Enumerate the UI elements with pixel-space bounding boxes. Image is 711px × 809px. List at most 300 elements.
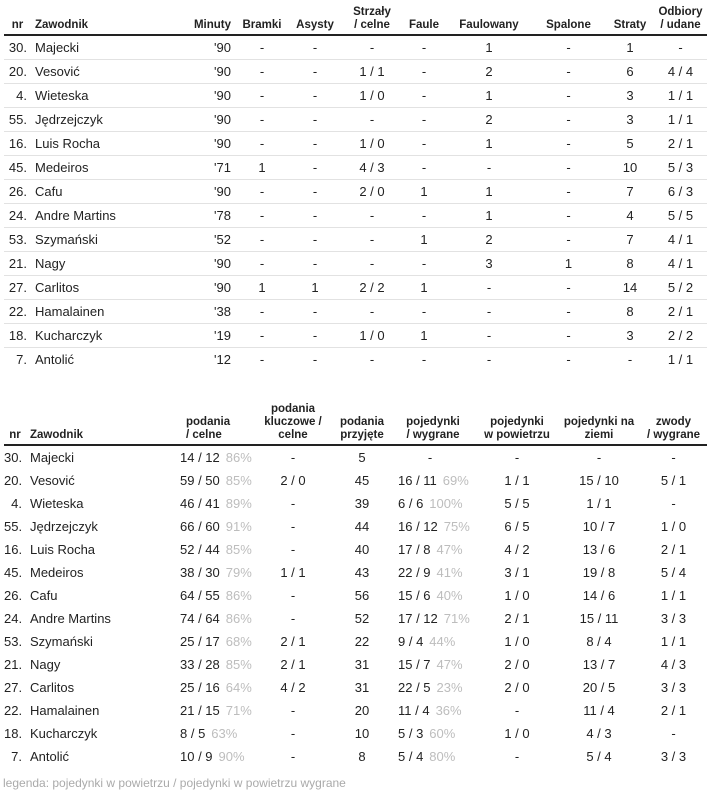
passing-duels-body [4, 445, 707, 768]
player-name-cell: Majecki [30, 450, 75, 465]
losses-cell: 4 [606, 204, 654, 228]
tackles-cell: 1 / 1 [654, 84, 707, 108]
header-passes-line2: / celne [186, 429, 222, 441]
shots-cell: 1 / 1 [343, 60, 401, 84]
key-passes-cell: 2 / 0 [280, 473, 306, 488]
ground-duels-cell: 15 / 11 [579, 611, 619, 626]
header-key-line1: podania [270, 403, 316, 415]
duels-percent: 41% [436, 565, 463, 580]
key-passes-cell: 2 / 1 [280, 634, 306, 649]
duels-cell [390, 607, 476, 630]
passes-value: 64 / 55 [180, 588, 220, 603]
header-nr: nr [4, 402, 26, 445]
air-duels-cell: 2 / 0 [504, 657, 530, 672]
air-duels-cell: 1 / 0 [504, 634, 530, 649]
passes-percent: 71% [225, 703, 252, 718]
header-losses: Straty [606, 2, 654, 35]
player-number-cell: 7. [11, 749, 22, 764]
passes-percent: 64% [225, 680, 252, 695]
header-goals: Bramki [237, 2, 287, 35]
table-row [4, 276, 707, 300]
shots-cell: - [343, 108, 401, 132]
header-key-line2: kluczowe / [264, 416, 322, 428]
table-row [4, 300, 707, 324]
duels-percent: 47% [436, 542, 463, 557]
passes-cell [172, 561, 252, 584]
duels-value: 15 / 6 [398, 588, 431, 603]
duels-value: 22 / 5 [398, 680, 431, 695]
minutes-cell: '90 [164, 180, 237, 204]
minutes-cell: '90 [164, 108, 237, 132]
duels-cell [390, 584, 476, 607]
air-duels-cell: - [514, 703, 520, 718]
player-name-cell: Kucharczyk [30, 726, 98, 741]
passes-percent: 86% [225, 588, 252, 603]
offsides-cell: - [531, 300, 606, 324]
table-row [4, 180, 707, 204]
header-tackles [654, 2, 707, 35]
offsides-cell: - [531, 84, 606, 108]
passes-cell [172, 699, 252, 722]
player-number-cell: 45. [4, 156, 31, 180]
minutes-cell: '90 [164, 252, 237, 276]
duels-percent: 40% [436, 588, 463, 603]
offsides-cell: - [531, 156, 606, 180]
table-row [4, 722, 707, 745]
passes-percent: 85% [225, 473, 252, 488]
player-number-cell: 24. [4, 204, 31, 228]
goals-cell: - [237, 60, 287, 84]
losses-cell: 14 [606, 276, 654, 300]
ground-duels-cell: 20 / 5 [582, 680, 616, 695]
player-number-cell: 22. [4, 300, 31, 324]
assists-cell: - [287, 324, 343, 348]
received-passes-cell: 43 [354, 565, 370, 580]
tackles-cell: 5 / 5 [654, 204, 707, 228]
dribbles-cell: 5 / 1 [660, 473, 687, 488]
player-number-cell: 27. [4, 276, 31, 300]
player-name-cell: Andre Martins [30, 611, 111, 626]
assists-cell: - [287, 300, 343, 324]
received-passes-cell: 52 [354, 611, 370, 626]
header-nr: nr [4, 2, 31, 35]
fouls-cell: - [401, 84, 447, 108]
header-shots-line1: Strzały [353, 6, 391, 18]
offsides-cell: - [531, 132, 606, 156]
key-passes-cell: 1 / 1 [280, 565, 306, 580]
received-passes-cell: 10 [354, 726, 370, 741]
passes-percent: 86% [225, 450, 252, 465]
duels-value: 16 / 11 [398, 473, 437, 488]
assists-cell: - [312, 40, 318, 55]
player-name-cell: Cafu [30, 588, 58, 603]
tackles-cell: 2 / 1 [654, 132, 707, 156]
duels-percent: 23% [436, 680, 463, 695]
table-row [4, 228, 707, 252]
duels-cell [390, 630, 476, 653]
key-passes-cell: - [290, 450, 296, 465]
losses-cell: 7 [606, 180, 654, 204]
header-row [4, 402, 707, 445]
player-number-cell: 16. [4, 132, 31, 156]
header-air-line1: pojedynki [490, 416, 544, 428]
header-fouls: Faule [401, 2, 447, 35]
table-row [4, 324, 707, 348]
player-name-cell: Cafu [31, 180, 164, 204]
ground-duels-cell: 4 / 3 [586, 726, 612, 741]
ground-duels-cell: 19 / 8 [582, 565, 616, 580]
tackles-cell: 1 / 1 [654, 108, 707, 132]
offsides-cell: - [531, 180, 606, 204]
fouls-cell: - [401, 300, 447, 324]
player-name-cell: Vesović [30, 473, 75, 488]
player-number-cell: 53. [4, 634, 23, 649]
duels-value: 11 / 4 [398, 703, 430, 718]
shots-cell: - [369, 40, 375, 55]
received-passes-cell: 31 [354, 680, 370, 695]
duels-value: 15 / 7 [398, 657, 431, 672]
player-number-cell: 20. [4, 60, 31, 84]
shots-cell: - [343, 300, 401, 324]
ground-duels-cell: 1 / 1 [586, 496, 612, 511]
losses-cell: 1 [626, 40, 634, 55]
tackles-cell: 4 / 1 [654, 252, 707, 276]
minutes-cell: '19 [164, 324, 237, 348]
ground-duels-cell: 15 / 10 [579, 473, 619, 488]
fouls-cell: 1 [401, 324, 447, 348]
header-dribbles [640, 402, 707, 445]
key-passes-cell: - [290, 749, 296, 764]
minutes-cell: '90 [164, 132, 237, 156]
player-name-cell: Hamalainen [30, 703, 100, 718]
table-row [4, 252, 707, 276]
fouls-cell: - [401, 204, 447, 228]
key-passes-cell: - [290, 519, 296, 534]
table-row [4, 607, 707, 630]
player-number-cell: 4. [4, 84, 31, 108]
key-passes-cell: - [290, 542, 296, 557]
passes-value: 21 / 15 [180, 703, 220, 718]
fouls-cell: - [401, 156, 447, 180]
key-passes-cell: - [290, 726, 296, 741]
dribbles-cell: 3 / 3 [660, 680, 687, 695]
ground-duels-cell: 10 / 7 [582, 519, 616, 534]
header-key-line3: celne [278, 429, 308, 441]
player-number-cell: 45. [4, 565, 23, 580]
header-duels [390, 402, 476, 445]
passes-percent: 89% [225, 496, 252, 511]
match-stats-body [4, 35, 707, 371]
duels-cell [390, 745, 476, 768]
header-passes-line1: podania [186, 416, 231, 428]
key-passes-cell: - [290, 588, 296, 603]
passes-cell [172, 584, 252, 607]
duels-percent: 71% [443, 611, 470, 626]
key-passes-cell: - [290, 703, 296, 718]
losses-cell: 6 [606, 60, 654, 84]
player-number-cell: 30. [8, 40, 27, 55]
goals-cell: - [237, 180, 287, 204]
legend-note: legenda: pojedynki w powietrzu / pojedynki w powietrzu wygrane [3, 776, 346, 790]
match-stats-table [4, 2, 707, 371]
header-duels-line1: pojedynki [406, 416, 460, 428]
dribbles-cell: 2 / 1 [660, 542, 687, 557]
losses-cell: - [606, 348, 654, 372]
offsides-cell: - [531, 348, 606, 372]
player-name-cell: Andre Martins [31, 204, 164, 228]
header-player: Zawodnik [26, 402, 172, 445]
shots-cell: 2 / 2 [343, 276, 401, 300]
duels-value: 17 / 12 [398, 611, 438, 626]
air-duels-cell: 5 / 5 [504, 496, 530, 511]
ground-duels-cell: 5 / 4 [586, 749, 612, 764]
duels-cell [390, 515, 476, 538]
table-row [4, 515, 707, 538]
header-key-passes [252, 402, 334, 445]
header-player: Zawodnik [31, 2, 164, 35]
player-name-cell: Majecki [35, 40, 80, 55]
player-number-cell: 7. [4, 348, 31, 372]
fouled-cell: - [447, 300, 531, 324]
dribbles-cell: - [671, 496, 676, 511]
duels-cell [390, 445, 476, 469]
offsides-cell: 1 [531, 252, 606, 276]
fouled-cell: - [447, 324, 531, 348]
table-row [4, 348, 707, 372]
duels-value: 5 / 4 [398, 749, 424, 764]
header-recv-line1: podania [339, 416, 385, 428]
goals-cell: - [237, 84, 287, 108]
fouled-cell: 2 [447, 228, 531, 252]
received-passes-cell: 31 [354, 657, 370, 672]
tackles-cell: - [678, 40, 683, 55]
table-row [4, 60, 707, 84]
player-number-cell: 53. [4, 228, 31, 252]
dribbles-cell: 1 / 1 [660, 634, 687, 649]
passes-cell [172, 538, 252, 561]
received-passes-cell: 8 [358, 749, 366, 764]
key-passes-cell: 2 / 1 [280, 657, 306, 672]
fouled-cell: 1 [447, 132, 531, 156]
passes-value: 10 / 9 [180, 749, 213, 764]
shots-cell: 1 / 0 [343, 84, 401, 108]
header-air-duels [476, 402, 558, 445]
assists-cell: - [287, 60, 343, 84]
shots-cell: 1 / 0 [343, 132, 401, 156]
dribbles-cell: 1 / 0 [660, 519, 687, 534]
losses-cell: 3 [606, 108, 654, 132]
goals-cell: 1 [237, 276, 287, 300]
air-duels-cell: 4 / 2 [504, 542, 530, 557]
passes-cell [172, 492, 252, 515]
player-number-cell: 18. [4, 726, 23, 741]
player-number-cell: 26. [4, 180, 31, 204]
received-passes-cell: 40 [354, 542, 370, 557]
assists-cell: - [287, 156, 343, 180]
duels-value: 9 / 4 [398, 634, 424, 649]
goals-cell: - [237, 252, 287, 276]
duels-percent: 36% [435, 703, 462, 718]
passes-cell [172, 515, 252, 538]
losses-cell: 7 [606, 228, 654, 252]
fouled-cell: 1 [485, 40, 493, 55]
fouled-cell: 1 [447, 204, 531, 228]
dribbles-cell: 5 / 4 [660, 565, 687, 580]
received-passes-cell: 20 [354, 703, 370, 718]
goals-cell: - [237, 348, 287, 372]
header-tackles-line1: Odbiory [658, 6, 703, 18]
ground-duels-cell: - [596, 450, 602, 465]
dribbles-cell: 4 / 3 [660, 657, 687, 672]
header-offsides: Spalone [531, 2, 606, 35]
header-ground-line1: pojedynki na [563, 416, 635, 428]
goals-cell: - [237, 204, 287, 228]
tackles-cell: 2 / 2 [654, 324, 707, 348]
received-passes-cell: 45 [354, 473, 370, 488]
fouls-cell: 1 [401, 276, 447, 300]
fouled-cell: - [447, 348, 531, 372]
tackles-cell: 6 / 3 [654, 180, 707, 204]
passes-percent: 86% [225, 611, 252, 626]
duels-percent: 100% [429, 496, 463, 511]
offsides-cell: - [531, 60, 606, 84]
assists-cell: - [287, 132, 343, 156]
losses-cell: 5 [606, 132, 654, 156]
table-row [4, 745, 707, 768]
offsides-cell: - [531, 204, 606, 228]
passes-value: 38 / 30 [180, 565, 220, 580]
header-shots-line2: / celne [354, 19, 390, 31]
header-shots [343, 2, 401, 35]
header-dribbles-line1: zwody [655, 416, 692, 428]
minutes-cell: '12 [164, 348, 237, 372]
duels-cell [390, 538, 476, 561]
player-name-cell: Nagy [31, 252, 164, 276]
duels-cell [390, 699, 476, 722]
shots-cell: 4 / 3 [343, 156, 401, 180]
duels-percent: 60% [429, 726, 456, 741]
passes-cell [172, 653, 252, 676]
minutes-cell: '38 [164, 300, 237, 324]
air-duels-cell: 3 / 1 [504, 565, 530, 580]
key-passes-cell: - [290, 496, 296, 511]
table-row [4, 132, 707, 156]
duels-value: 5 / 3 [398, 726, 424, 741]
player-number-cell: 24. [4, 611, 23, 626]
shots-cell: 1 / 0 [343, 324, 401, 348]
player-name-cell: Kucharczyk [31, 324, 164, 348]
tackles-cell: 4 / 1 [654, 228, 707, 252]
passes-value: 14 / 12 [180, 450, 220, 465]
player-name-cell: Wieteska [31, 84, 164, 108]
player-name-cell: Hamalainen [31, 300, 164, 324]
air-duels-cell: 1 / 0 [504, 726, 530, 741]
shots-cell: - [343, 252, 401, 276]
goals-cell: - [237, 132, 287, 156]
goals-cell: 1 [237, 156, 287, 180]
passes-cell [172, 445, 252, 469]
passes-value: 8 / 5 [180, 726, 206, 741]
assists-cell: - [287, 252, 343, 276]
fouls-cell: - [401, 60, 447, 84]
assists-cell: 1 [287, 276, 343, 300]
passes-percent: 90% [218, 749, 245, 764]
duels-percent: 44% [429, 634, 456, 649]
player-name-cell: Jędrzejczyk [31, 108, 164, 132]
passes-value: 59 / 50 [180, 473, 220, 488]
passes-percent: 91% [225, 519, 252, 534]
minutes-cell: '90 [164, 276, 237, 300]
header-ground-line2: ziemi [584, 429, 614, 441]
player-number-cell: 4. [11, 496, 22, 511]
passes-percent: 79% [225, 565, 252, 580]
offsides-cell: - [531, 276, 606, 300]
player-number-cell: 55. [4, 519, 23, 534]
table-row [4, 584, 707, 607]
player-number-cell: 18. [4, 324, 31, 348]
goals-cell: - [237, 108, 287, 132]
table-row [4, 699, 707, 722]
assists-cell: - [287, 180, 343, 204]
received-passes-cell: 39 [354, 496, 370, 511]
fouls-cell: - [401, 108, 447, 132]
fouled-cell: 2 [447, 60, 531, 84]
table-row [4, 84, 707, 108]
air-duels-cell: - [514, 749, 520, 764]
passes-cell [172, 607, 252, 630]
player-number-cell: 21. [4, 657, 23, 672]
assists-cell: - [287, 108, 343, 132]
player-name-cell: Nagy [30, 657, 61, 672]
received-passes-cell: 5 [358, 450, 366, 465]
received-passes-cell: 56 [354, 588, 370, 603]
table-row [4, 653, 707, 676]
player-name-cell: Jędrzejczyk [30, 519, 98, 534]
player-name-cell: Szymański [31, 228, 164, 252]
minutes-cell: '90 [214, 40, 231, 55]
air-duels-cell: 1 / 0 [504, 588, 530, 603]
ground-duels-cell: 13 / 6 [582, 542, 616, 557]
player-name-cell: Luis Rocha [31, 132, 164, 156]
losses-cell: 10 [606, 156, 654, 180]
player-name-cell: Vesović [31, 60, 164, 84]
passes-value: 52 / 44 [180, 542, 220, 557]
passes-value: 33 / 28 [180, 657, 220, 672]
header-fouled: Faulowany [447, 2, 531, 35]
dribbles-cell: - [671, 450, 676, 465]
duels-cell [390, 561, 476, 584]
passes-value: 66 / 60 [180, 519, 220, 534]
passes-value: 25 / 17 [180, 634, 220, 649]
fouled-cell: 1 [447, 180, 531, 204]
duels-cell [390, 722, 476, 745]
fouls-cell: - [401, 132, 447, 156]
assists-cell: - [287, 228, 343, 252]
player-name-cell: Antolić [31, 348, 164, 372]
key-passes-cell: - [290, 611, 296, 626]
minutes-cell: '78 [164, 204, 237, 228]
tackles-cell: 5 / 2 [654, 276, 707, 300]
duels-percent: 69% [442, 473, 469, 488]
header-duels-line2: / wygrane [406, 429, 460, 441]
duels-value: 6 / 6 [398, 496, 424, 511]
player-name-cell: Medeiros [30, 565, 84, 580]
passes-cell [172, 722, 252, 745]
table-row [4, 676, 707, 699]
table-row [4, 108, 707, 132]
received-passes-cell: 44 [354, 519, 370, 534]
ground-duels-cell: 8 / 4 [586, 634, 612, 649]
